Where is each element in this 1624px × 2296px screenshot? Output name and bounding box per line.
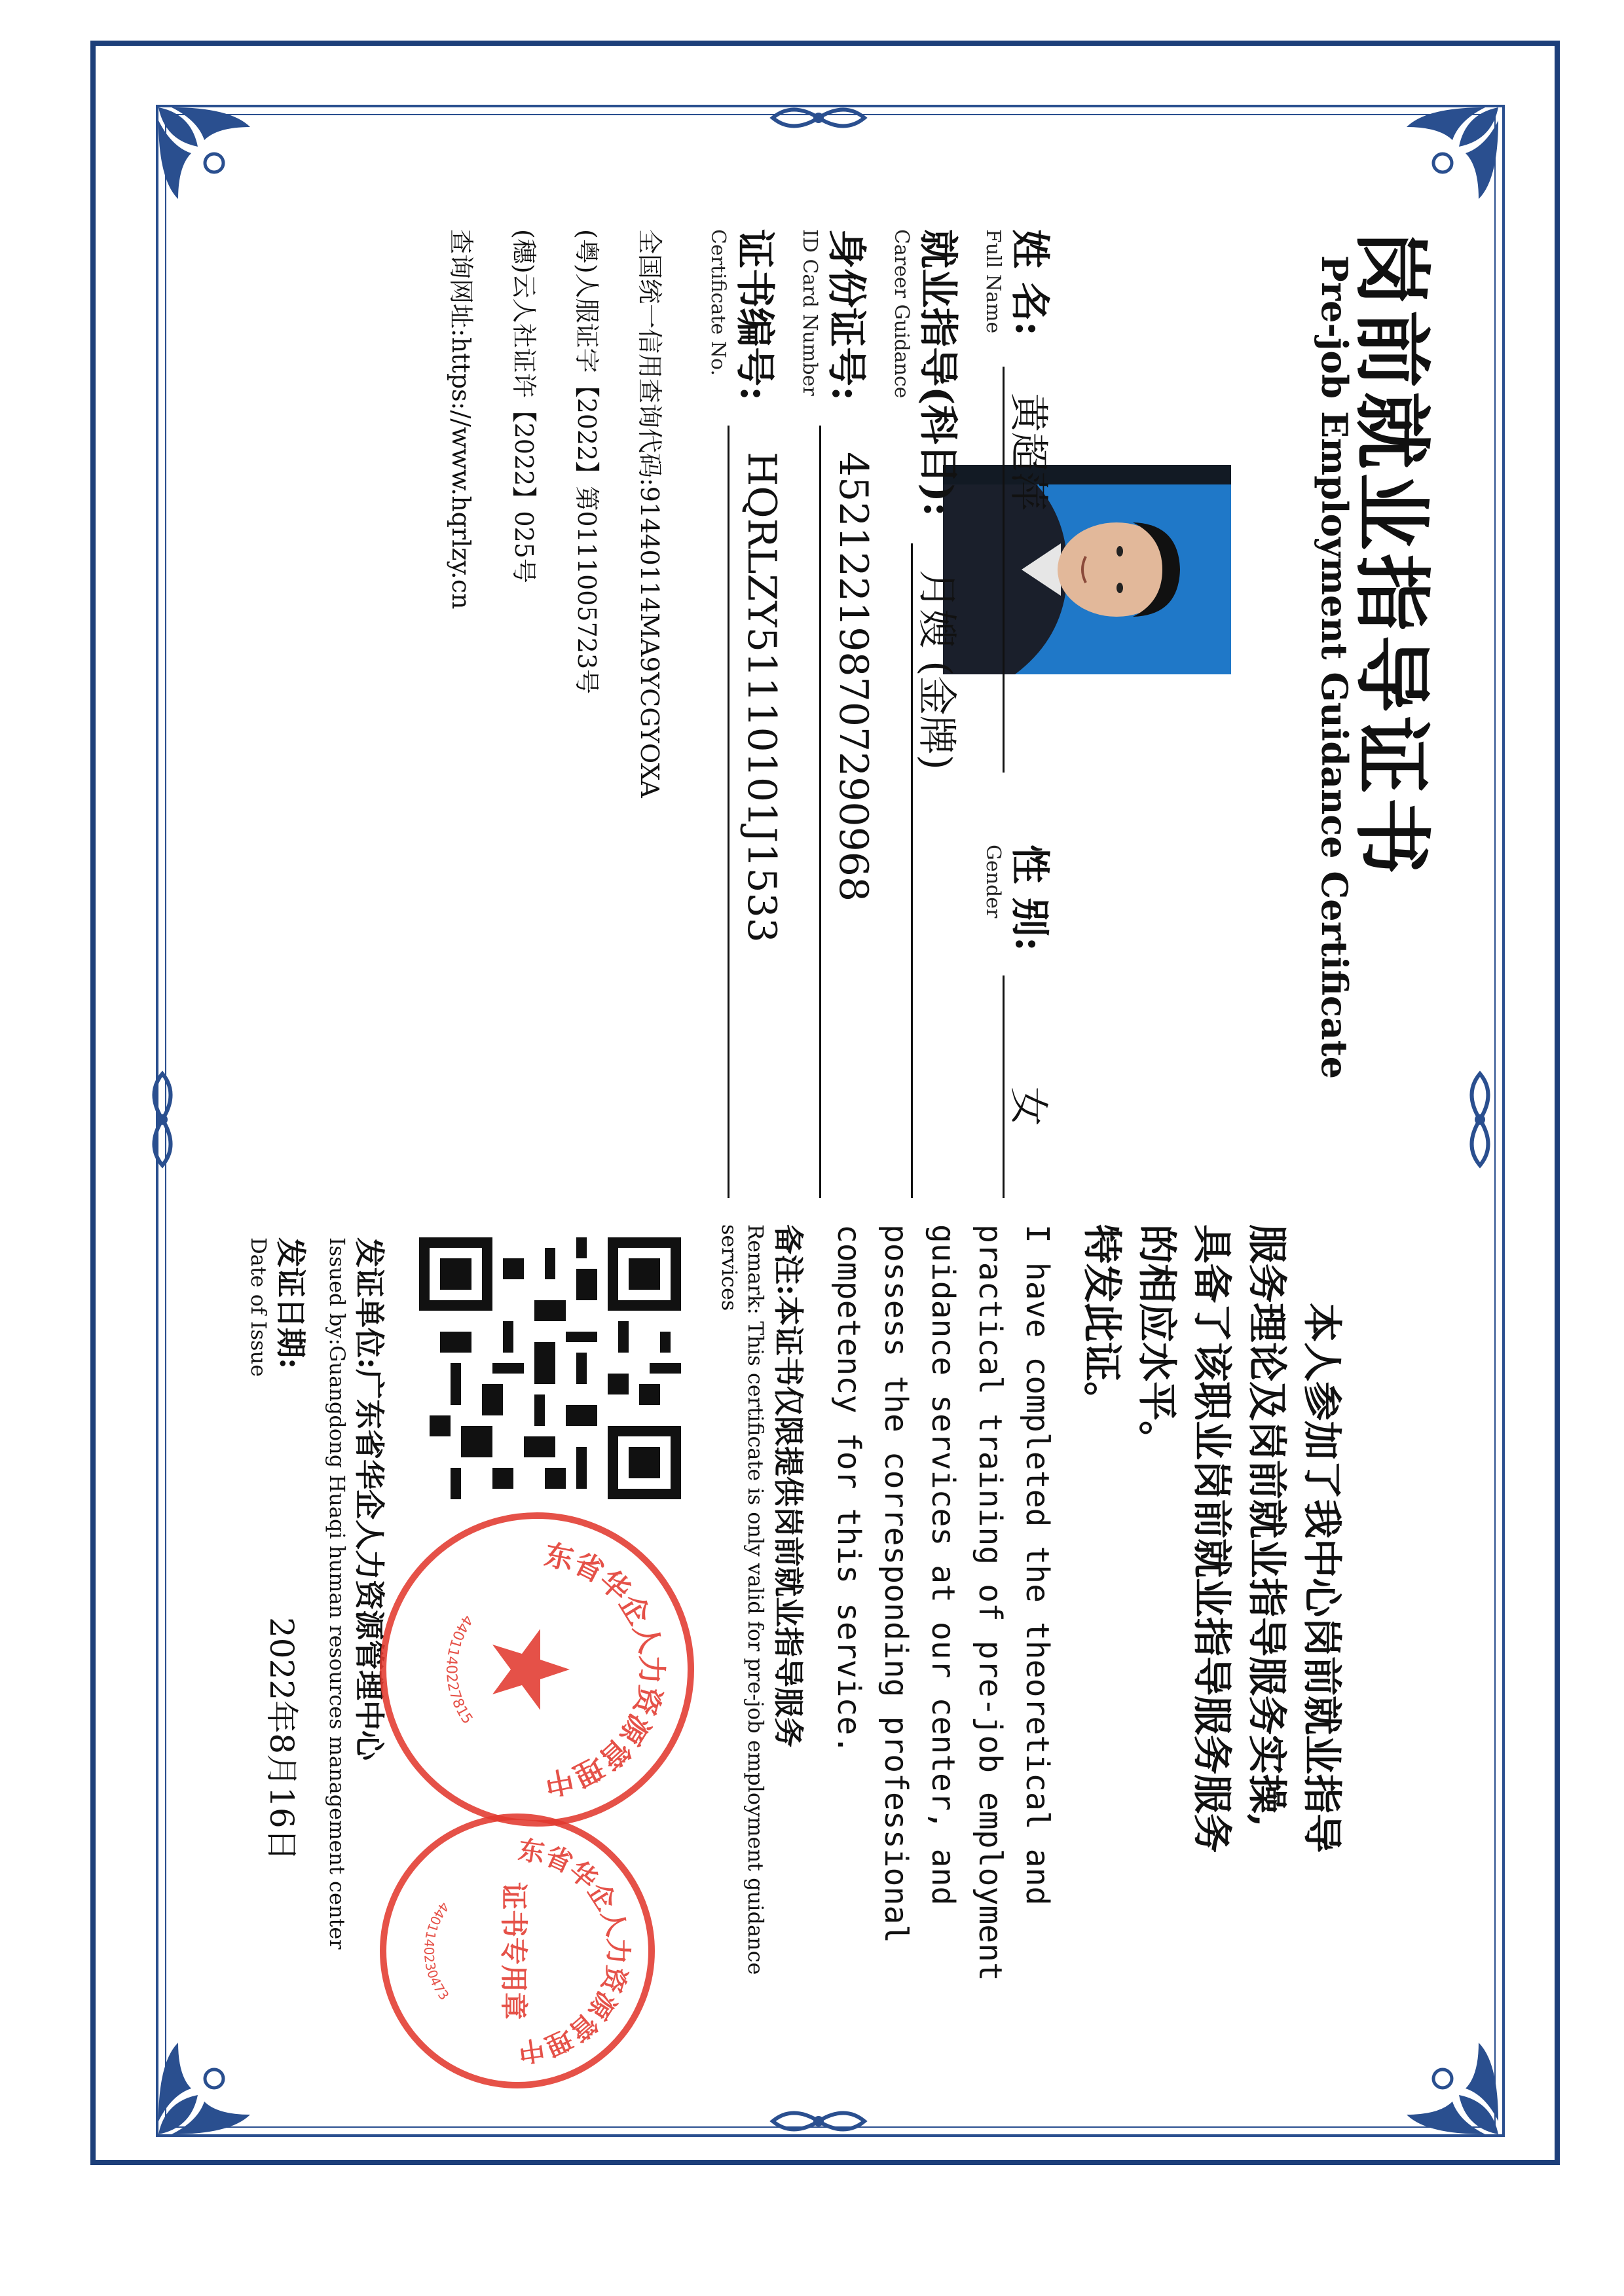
edge-ornament-bottom (766, 2102, 871, 2141)
certificate-subtitle: Pre-job Employment Guidance Certificate (1314, 255, 1356, 1080)
name-row (982, 229, 1061, 336)
issue-date: 2022年8月16日 (263, 1617, 301, 1861)
stamp-1-graphic (386, 1519, 688, 1820)
certificate-content (196, 151, 1467, 2102)
stamp-1-text: 东省华企人力资源管理中 (542, 1538, 668, 1801)
credit-code: 全国统一信用查询代码:91440114MA9YCGYOXA (635, 229, 664, 798)
certificate-title: 岗前就业指导证书 (1346, 229, 1437, 879)
cert-no-label: 证书编号: (731, 229, 777, 401)
statement-en-line-4: possess the corresponding professional (877, 1224, 914, 1944)
statement-zh-line-5: 特发此证。 (1079, 1224, 1124, 1421)
remark-en: Remark: This certificate is only valid for pre-job employment guidance services (717, 1224, 768, 1975)
svg-text:4401140227815 (443, 1612, 475, 1728)
svg-text:4401140230473 (421, 1899, 452, 2003)
id-underline (819, 426, 821, 1198)
id-label-en: ID Card Number (798, 229, 821, 396)
license-1: (粤)人服证字【2022】第0111005723号 (572, 229, 601, 695)
id-row (798, 229, 877, 401)
id-label: 身份证号: (823, 229, 869, 401)
statement-en-line-1: I have completed the theoretical and (1019, 1224, 1056, 1906)
career-label-en: Career Guidance (890, 229, 913, 399)
license-2: (穗)云人社证许【2022】025号 (509, 229, 538, 583)
id-value: 452122198707290968 (830, 452, 876, 902)
svg-text:广东省华企人力资源管理中心 (517, 1820, 648, 2067)
qr-code[interactable] (419, 1237, 681, 1499)
statement-zh (1074, 1224, 1349, 2036)
statement-en-line-3: guidance services at our center, and (925, 1224, 961, 1906)
cert-no-row (707, 229, 786, 401)
remark-block (716, 1224, 812, 2036)
cert-no-underline (728, 426, 729, 1198)
date-label: 发证日期: (273, 1237, 308, 1369)
remark-zh: 备注:本证书仅限提供岗前就业指导服务 (771, 1224, 806, 1747)
edge-ornament-left (143, 1067, 182, 1172)
portrait-image (943, 465, 1231, 674)
name-label-en: Full Name (982, 229, 1005, 334)
stamp-2-label: 证书专用章 (498, 1882, 530, 2020)
statement-zh-line-2: 服务理论及岗前就业指导服务实操, (1244, 1224, 1289, 1827)
statement-en-line-5: competency for this service. (830, 1224, 867, 1755)
statement-zh-line-1: 本人参加了我中心岗前就业指导 (1299, 1303, 1344, 1853)
date-label-block (246, 1237, 314, 1377)
holder-photo (943, 465, 1231, 674)
stamp-2-graphic (386, 1820, 648, 2082)
issuer-zh: 发证单位:广东省华企人力资源管理中心 (352, 1237, 387, 1760)
name-label: 姓 名: (1006, 229, 1052, 337)
date-label-en: Date of Issue (246, 1237, 271, 1377)
statement-zh-line-3: 具备了该职业岗前就业指导服务服务 (1189, 1224, 1234, 1853)
stamp-1-code: 4401140227815 (443, 1611, 476, 1728)
svg-text:广东省华企人力资源管理中心 (542, 1519, 688, 1800)
cert-no-label-en: Certificate No. (707, 229, 729, 376)
edge-ornament-top (766, 98, 871, 137)
gender-label: 性 别: (1006, 845, 1052, 952)
statement-en (825, 1224, 1061, 2036)
gender-label-en: Gender (982, 845, 1005, 919)
official-stamp-2 (380, 1813, 655, 2088)
statement-zh-line-4: 的相应水平。 (1134, 1224, 1179, 1460)
cert-no-value: HQRLZY51110101J1533 (739, 452, 784, 943)
name-value: 黄超萍 (1005, 393, 1051, 511)
gender-value: 女 (1005, 1087, 1051, 1126)
career-value: 月嫂 (金牌) (913, 570, 959, 770)
official-stamp-1 (380, 1512, 694, 1827)
stamp-2-text: 东省华企人力资源管理中 (516, 1834, 633, 2068)
career-label: 就业指导(科目): (915, 229, 961, 517)
stamp-2-code: 4401140230473 (420, 1899, 452, 2003)
gender-row (982, 845, 1061, 951)
website-link[interactable]: 查询网址:https://www.hqrlzy.cn (447, 229, 475, 610)
career-row (890, 229, 969, 517)
footer-info (430, 229, 681, 798)
statement-en-line-2: practical training of pre-job employment (972, 1224, 1008, 1981)
issuer-en: Issued by:Guangdong Huaqi human resources management center (325, 1237, 350, 1950)
